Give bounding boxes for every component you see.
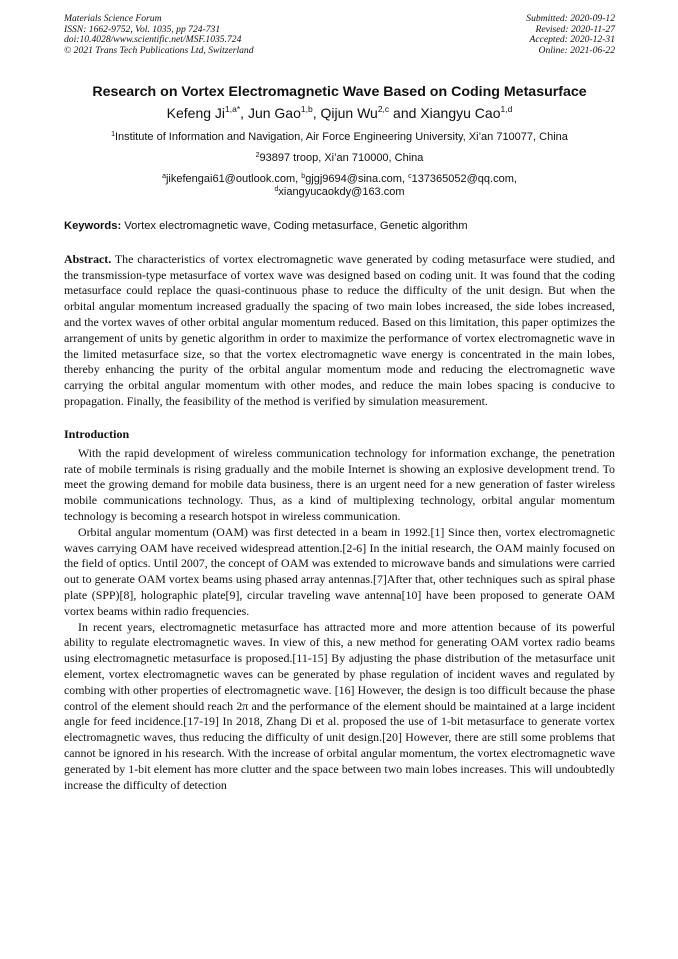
- author-separator: ,: [240, 104, 248, 121]
- publication-dates: [526, 14, 615, 56]
- journal-name: Materials Science Forum: [64, 13, 162, 24]
- body-paragraph: With the rapid development of wireless communication technology for information exchange, the penetration rate of mobile terminals is rising gradually and the mobile Internet is showing an explosive development trend. To meet the growing demand for mobile data business, there is an urgent need for a new generation of faster wireless mobile communications technology. Thus, as a kind of multiplexing technology, orbital angular momentum technology is becoming a research hotspot in wireless communication.: [64, 445, 615, 524]
- date-online: Online: 2021-06-22: [538, 44, 615, 56]
- section-heading-introduction: Introduction: [64, 426, 130, 441]
- author-affiliation-mark: 1,b: [300, 103, 313, 114]
- email-address: 137365052@qq.com,: [411, 172, 517, 185]
- abstract-text: The characteristics of vortex electromagnetic wave generated by coding metasurface were studied, and the transmission-type metasurface of vortex wave was designed based on coding unit. It was found that the coding metasurface could replace the quasi-continuous phase to reduce the difficulty of the unit design. But when the orbital angular momentum increased gradually the spacing of two main lobes increased, the side lobes increased, and the vortex waves of other orbital angular momentum reduced. Based on this limitation, this paper optimizes the arrangement of units by genetic algorithm in order to maximize the performance of vortex electromagnetic wave in the limited metasurface size, so that the vortex electromagnetic wave energy is concentrated in the main lobes, thereby enhancing the purity of the orbital angular momentum mode and reducing the electromagnetic wave carrying the orbital angular momentum with other modes, and reduce the main lobes spacing is conducive to propagation. Finally, the feasibility of the method is verified by simulation measurement.: [64, 251, 615, 409]
- date-revised: Revised: 2020-11-27: [535, 23, 615, 35]
- journal-header: [64, 14, 615, 56]
- date-submitted: Submitted: 2020-09-12: [526, 13, 615, 24]
- email-address: gjgj9694@sina.com,: [305, 172, 409, 185]
- email-mark: b: [301, 172, 306, 180]
- affiliation: [64, 151, 615, 165]
- keywords: [64, 219, 615, 233]
- author-list: [64, 104, 615, 123]
- abstract: [64, 252, 615, 410]
- author-name: Xiangyu Cao: [420, 104, 501, 121]
- author-name: Qijun Wu: [320, 104, 378, 121]
- paper-title: Research on Vortex Electromagnetic Wave Based on Coding Metasurface: [92, 84, 587, 101]
- author-separator: ,: [312, 104, 321, 121]
- email-mark: a: [162, 172, 166, 180]
- author-affiliation-mark: 1,d: [500, 103, 513, 114]
- date-accepted: Accepted: 2020-12-31: [529, 34, 615, 46]
- keywords-label: Keywords:: [64, 219, 122, 232]
- email-line: [64, 186, 615, 200]
- affiliation-mark: 2: [255, 151, 260, 159]
- author-emails: [64, 173, 615, 200]
- affiliation-mark: 1: [111, 130, 115, 138]
- body-paragraph: Orbital angular momentum (OAM) was first detected in a beam in 1992.[1] Since then, vortex electromagnetic waves carrying OAM have received widespread attention.[2-6] In the initial research, the OAM mainly focused on the field of optics. Until 2007, the concept of OAM was extended to microwave bands and simulations were carried out to generate OAM vortex beams using phased array antennas.[7]After that, other techniques such as spiral phase plate (SPP)[8], holographic plate[9], circular traveling wave antenna[10] have been proposed to generate OAM vortex beams within radio frequencies.: [64, 524, 615, 618]
- affiliation-text: Institute of Information and Navigation, Air Force Engineering University, Xi’an 710077, China: [115, 130, 568, 143]
- journal-doi: doi:10.4028/www.scientific.net/MSF.1035.724: [64, 34, 242, 46]
- email-line: [64, 173, 615, 187]
- author-separator: and: [389, 104, 421, 121]
- keywords-text: Vortex electromagnetic wave, Coding metasurface, Genetic algorithm: [121, 219, 468, 232]
- email-mark: d: [274, 186, 279, 194]
- email-mark: c: [408, 172, 412, 180]
- body-paragraph: In recent years, electromagnetic metasurface has attracted more and more attention because of its powerful ability to regulate electromagnetic waves. In view of this, a new method for generating OAM vortex radio beams using electromagnetic metasurface is proposed.[11-15] By adjusting the phase distribution of the metasurface unit element, vortex electromagnetic waves can be generated by phase regulation of incident waves and regulated by combing with other properties of electromagnetic wave. [16] However, the design is too difficult because the phase control of the element should reach 2π and the performance of the element should be maintained at a large incident angle for feed incidence.[17-19] In 2018, Zhang Di et al. proposed the use of 1-bit metasurface to generate vortex electromagnetic waves, thus reducing the difficulty of unit design.[20] However, there are still some problems that cannot be ignored in his research. With the increase of orbital angular momentum, the vortex electromagnetic wave generated by 1-bit element has more clutter and the space between two main lobes increases. This will undoubtedly increase the difficulty of detection: [64, 619, 615, 792]
- journal-issn: ISSN: 1662-9752, Vol. 1035, pp 724-731: [64, 23, 221, 35]
- email-address: jikefengai61@outlook.com,: [165, 172, 302, 185]
- email-address: xiangyucaokdy@163.com: [278, 186, 405, 199]
- affiliation-text: 93897 troop, Xi’an 710000, China: [259, 151, 424, 164]
- abstract-label: Abstract.: [64, 251, 112, 266]
- journal-info: [64, 14, 254, 56]
- affiliation: [64, 130, 615, 144]
- author-name: Kefeng Ji: [166, 104, 226, 121]
- journal-copyright: © 2021 Trans Tech Publications Ltd, Switzerland: [64, 44, 254, 56]
- author-name: Jun Gao: [247, 104, 301, 121]
- author-affiliation-mark: 1,a*: [225, 103, 241, 114]
- author-affiliation-mark: 2,c: [377, 103, 390, 114]
